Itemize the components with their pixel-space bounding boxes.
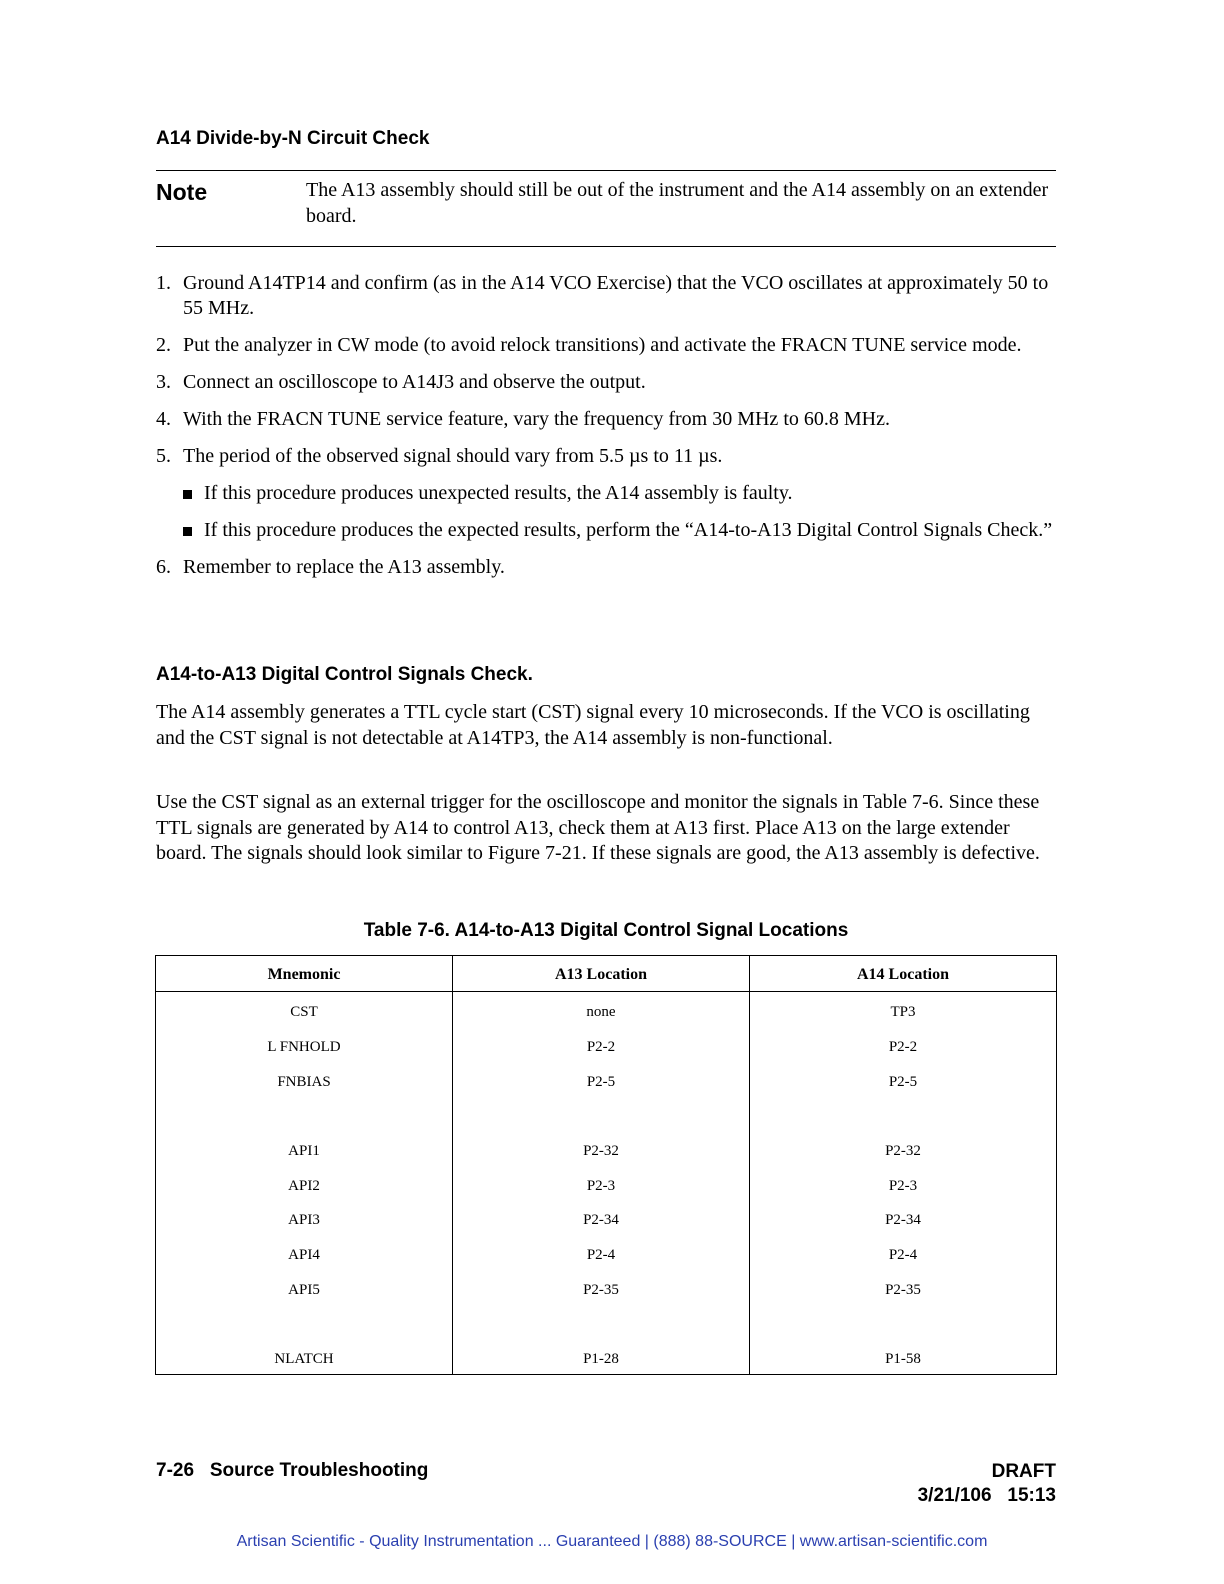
note-box xyxy=(156,170,1056,247)
step-item xyxy=(156,555,1056,580)
table-cell: P2-4 xyxy=(586,1247,616,1263)
step-number: 6. xyxy=(156,556,171,578)
bullet-text: If this procedure produces unexpected results, the A14 assembly is faulty. xyxy=(204,482,793,504)
step-text: Ground A14TP14 and confirm (as in the A14 VCO Exercise) that the VCO oscillates at approximately 50 to 55 MHz. xyxy=(183,272,1049,319)
result-bullets xyxy=(183,481,1056,543)
table-cell: P2-3 xyxy=(586,1178,616,1194)
step-text: Connect an oscilloscope to A14J3 and observe the output. xyxy=(183,371,646,393)
table-cell: API2 xyxy=(288,1178,320,1194)
step-number: 3. xyxy=(156,371,171,393)
step-text: With the FRACN TUNE service feature, vary the frequency from 30 MHz to 60.8 MHz. xyxy=(183,408,890,430)
table-caption: Table 7-6. A14-to-A13 Digital Control Signal Locations xyxy=(363,920,849,941)
step-item xyxy=(156,407,1056,432)
draft-date: 3/21/106 15:13 xyxy=(917,1485,1056,1506)
step-number: 5. xyxy=(156,445,171,467)
column-header: A14 Location xyxy=(857,966,949,983)
note-text: The A13 assembly should still be out of the instrument and the A14 assembly on an extender board. xyxy=(306,179,1049,227)
table-cell: P2-5 xyxy=(888,1074,918,1090)
table-cell: CST xyxy=(290,1004,318,1020)
paragraph: Use the CST signal as an external trigger for the oscilloscope and monitor the signals in Table 7-6. Since these TTL signals are generated by A14 to control A13, check them at A13 first. Place A13 on the large extender board. The signals should look similar to Figure 7-21. If these signals are good, the A13 assembly is defective. xyxy=(156,791,1040,864)
table-cell: P2-32 xyxy=(583,1143,619,1159)
square-bullet-icon xyxy=(183,490,192,499)
table-cell: P1-58 xyxy=(885,1351,921,1367)
table-cell: API1 xyxy=(288,1143,320,1159)
page-footer-title: 7-26 Source Troubleshooting xyxy=(156,1460,429,1481)
signal-locations-table xyxy=(155,955,1057,1375)
table-cell: P2-2 xyxy=(888,1039,918,1055)
table-cell: P2-32 xyxy=(885,1143,921,1159)
section-title: A14 Divide-by-N Circuit Check xyxy=(156,128,430,149)
bullet-item xyxy=(183,481,1056,506)
step-text: The period of the observed signal should vary from 5.5 µs to 11 µs. xyxy=(183,445,723,467)
table-cell: L FNHOLD xyxy=(267,1039,341,1055)
table-cell: P2-2 xyxy=(586,1039,616,1055)
table-cell: P2-34 xyxy=(583,1212,619,1228)
column-header: Mnemonic xyxy=(267,966,341,983)
note-label: Note xyxy=(156,179,208,205)
table-cell: none xyxy=(586,1004,616,1020)
table-cell: NLATCH xyxy=(274,1351,334,1367)
bullet-text: If this procedure produces the expected results, perform the “A14-to-A13 Digital Control Signals Check.” xyxy=(204,519,1053,541)
watermark-link[interactable]: Artisan Scientific - Quality Instrumentation ... Guaranteed | (888) 88-SOURCE | www.artisan-scientific.com xyxy=(236,1533,988,1550)
page-footer-draft xyxy=(918,1460,1056,1508)
square-bullet-icon xyxy=(183,527,192,536)
table-cell: P2-4 xyxy=(888,1247,918,1263)
step-item xyxy=(156,444,1056,543)
table-cell: API3 xyxy=(288,1212,320,1228)
step-item xyxy=(156,333,1056,358)
step-number: 1. xyxy=(156,272,171,294)
table-cell: P1-28 xyxy=(583,1351,619,1367)
step-text: Remember to replace the A13 assembly. xyxy=(183,556,505,578)
table-cell: FNBIAS xyxy=(277,1074,331,1090)
step-item xyxy=(156,370,1056,395)
table-cell: P2-34 xyxy=(885,1212,921,1228)
bullet-item xyxy=(183,518,1056,543)
draft-label: DRAFT xyxy=(991,1461,1056,1482)
table-cell: TP3 xyxy=(890,1004,916,1020)
subsection-title: A14-to-A13 Digital Control Signals Check. xyxy=(156,664,533,685)
step-number: 4. xyxy=(156,408,171,430)
table-cell: P2-35 xyxy=(583,1282,619,1298)
column-header: A13 Location xyxy=(555,966,647,983)
header-divider xyxy=(156,991,1056,992)
procedure-steps xyxy=(156,271,1056,592)
table-cell: P2-3 xyxy=(888,1178,918,1194)
table-cell: P2-35 xyxy=(885,1282,921,1298)
paragraph: The A14 assembly generates a TTL cycle start (CST) signal every 10 microseconds. If the VCO is oscillating and the CST signal is not detectable at A14TP3, the A14 assembly is non-functional. xyxy=(156,701,1030,749)
step-text: Put the analyzer in CW mode (to avoid relock transitions) and activate the FRACN TUNE service mode. xyxy=(183,334,1022,356)
table-cell: P2-5 xyxy=(586,1074,616,1090)
step-number: 2. xyxy=(156,334,171,356)
step-item xyxy=(156,271,1056,321)
table-cell: API5 xyxy=(288,1282,320,1298)
table-cell: API4 xyxy=(288,1247,320,1263)
